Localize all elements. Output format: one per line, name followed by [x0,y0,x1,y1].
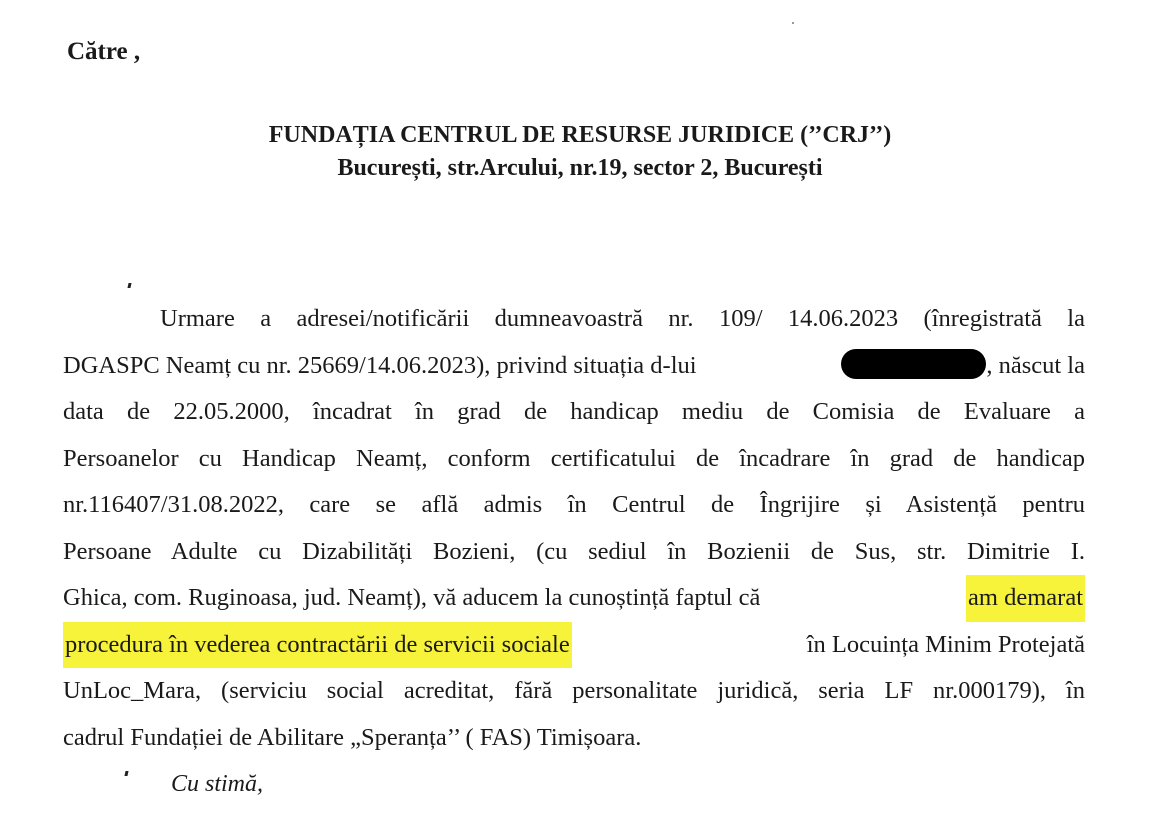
letter-body [63,296,1085,761]
addressee-address [0,155,1160,182]
body-line [63,343,1085,390]
redaction-block [841,349,986,379]
addressee-name-text: FUNDAȚIA CENTRUL DE RESURSE JURIDICE (’’CRJ’’) [268,122,892,148]
body-line: data de 22.05.2000, încadrat în grad de handicap mediu de Comisia de Evaluare a [63,398,1085,425]
body-text-segment: Ghica, com. Ruginoasa, jud. Neamț), vă aducem la cunoștință faptul că [63,584,761,611]
body-line [63,622,1085,669]
recipient-label: Către , [67,38,141,65]
body-text-segment: în Locuința Minim Protejată [806,630,1085,658]
redacted-name-segment [841,343,1085,390]
body-line: UnLoc_Mara, (serviciu social acreditat, fără personalitate juridică, seria LF nr.000179), în [63,677,1085,704]
highlighted-text: am demarat [966,575,1085,622]
body-line: cadrul Fundației de Abilitare „Speranța’’ ( FAS) Timișoara. [63,723,642,751]
body-line: Persoanelor cu Handicap Neamț, conform certificatului de încadrare în grad de handicap [63,444,1085,472]
body-line: Persoane Adulte cu Dizabilități Bozieni, (cu sediul în Bozienii de Sus, str. Dimitrie I. [63,537,1085,565]
body-line: Urmare a adresei/notificării dumneavoastră nr. 109/ 14.06.2023 (înregistrată la [160,305,1085,332]
body-text-segment: , născut la [986,351,1085,379]
body-text-segment: DGASPC Neamț cu nr. 25669/14.06.2023), privind situația d-lui [63,351,697,379]
highlighted-text: procedura în vederea contractării de servicii sociale [63,622,572,669]
body-line [63,575,1085,622]
ink-mark [124,771,128,776]
addressee-name [0,122,1160,149]
ink-mark [127,283,131,288]
scan-speck [792,22,794,24]
closing-salutation: Cu stimă, [171,771,264,797]
addressee-address-text: București, str.Arcului, nr.19, sector 2, București [337,155,823,181]
body-line: nr.116407/31.08.2022, care se află admis în Centrul de Îngrijire și Asistență pentru [63,491,1085,518]
